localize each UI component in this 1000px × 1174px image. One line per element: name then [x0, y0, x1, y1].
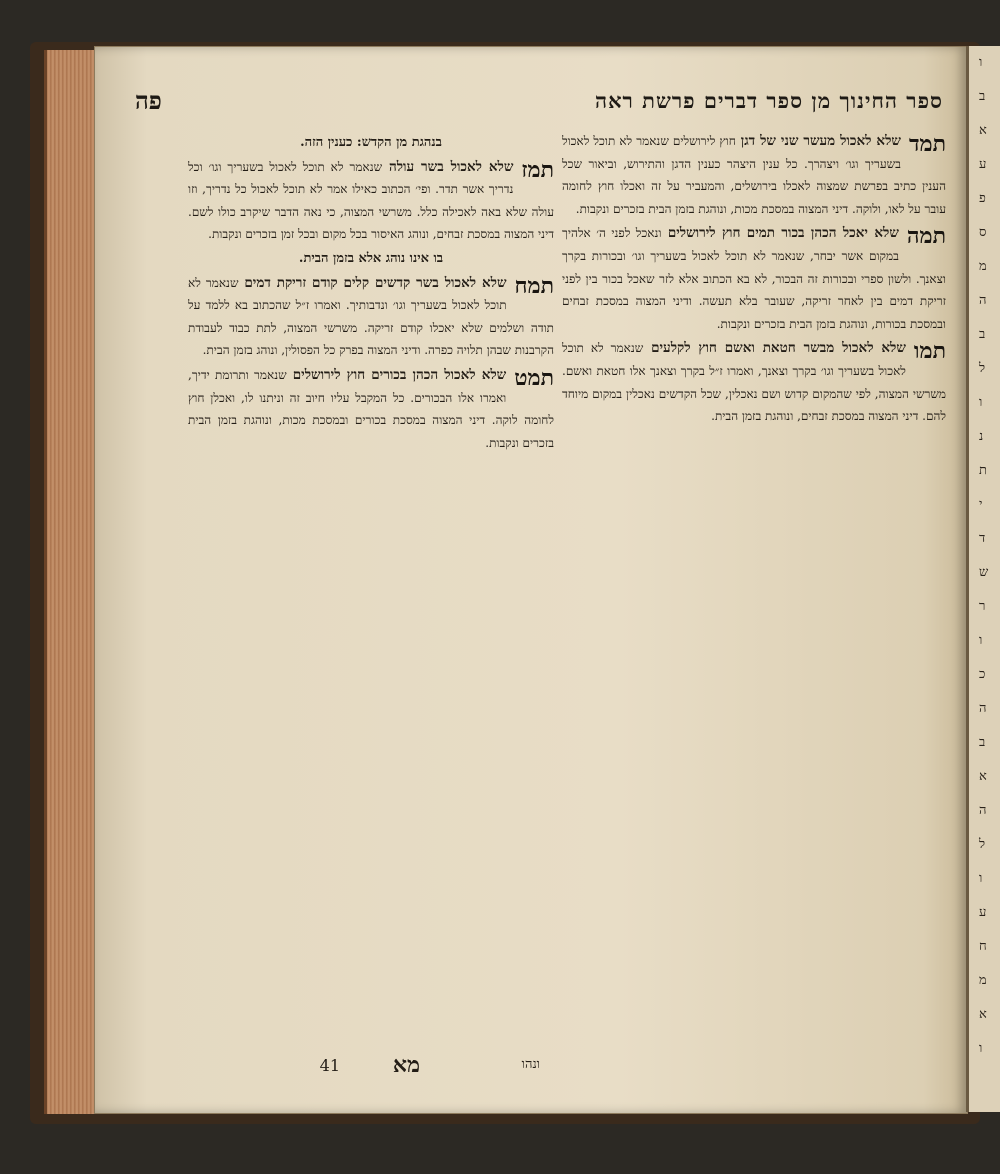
facing-page-letter: ו — [979, 55, 983, 70]
facing-page-letter: ע — [979, 905, 987, 920]
facing-page-letter: כ — [979, 667, 986, 682]
commandment-number: תמט — [514, 364, 554, 391]
facing-page-letter: מ — [979, 259, 987, 274]
facing-page-letter: א — [979, 123, 987, 138]
commandment-headline: שלא לאכול בשר עולה — [382, 158, 514, 175]
facing-page-letter: ע — [979, 157, 987, 172]
commandment-headline: שלא יאכל הכהן בכור תמים חוץ לירושלים — [661, 225, 899, 242]
facing-page-letter: ד — [979, 531, 986, 546]
facing-page-letter: י — [979, 497, 983, 512]
left-text-column — [188, 130, 554, 1050]
facing-page-letter: ו — [979, 1041, 983, 1056]
facing-page-letter: ח — [979, 939, 987, 954]
facing-page-letter: נ — [979, 429, 984, 444]
commandment-body: ונאכל לפני ה׳ אלהיך במקום אשר יבחר, שנאמר לא תוכל לאכול בשעריך וגו׳ ובכורות בקרך וצאנך. ולשון ספרי ובכורות זה הבכור, לא בא הכתוב אלא לזר שאכל בכור בין לפני זריקת דמים בין לאחר זריקה, שעובר בלא תעשה. ודיני המצוה במסכת זבחים ובמסכת בכורות, ונוהגת בזמן הבית בזכרים ונקבות. — [562, 226, 946, 331]
commandment-number: תמז — [521, 156, 554, 183]
page-number: פה — [135, 86, 162, 115]
catchword: ונהו — [521, 1057, 540, 1072]
commandment-headline: שלא לאכול מבשר חטאת ואשם חוץ לקלעים — [643, 340, 906, 357]
commandment-section — [188, 132, 554, 154]
commandment-headline: שלא לאכול מעשר שני של דגן — [735, 133, 901, 149]
facing-page-letter: ס — [979, 225, 987, 240]
commandment-number: תמח — [514, 272, 554, 299]
commandment-section — [188, 364, 554, 454]
page-footer — [210, 1052, 540, 1086]
facing-page-letter: א — [979, 769, 987, 784]
facing-page-letter: ו — [979, 633, 983, 648]
commandment-number: תמו — [913, 338, 946, 365]
commandment-number: תמד — [908, 131, 946, 157]
facing-page-letter: ת — [979, 463, 987, 478]
facing-page-letter: ב — [979, 735, 986, 750]
book-fore-edge — [44, 50, 99, 1114]
facing-page-letter: א — [979, 1007, 987, 1022]
commandment-body: שנאמר לא תוכל לאכול בשעריך וגו׳ בקרך וצאנך, ואמרו ז״ל בקרך וצאנך אלו חטאת ואשם. משרשי המצוה, לפי שהמקום קדוש ושם נאכלין, שכל הקדשים נאכלין במקום מיוחד להם. דיני המצוה במסכת זבחים, ונוהגת בזמן הבית. — [562, 341, 946, 424]
right-text-column — [562, 130, 946, 1050]
facing-page-letter: ל — [979, 361, 986, 376]
section-note: בו אינו נוהג אלא בזמן הבית. — [298, 250, 444, 266]
facing-page-letter: ה — [979, 803, 987, 818]
commandment-body: שנאמר לא תוכל לאכול בשעריך וגו׳ ונדבותיך. ואמרו ז״ל שהכתוב בא ללמד על תודה ושלמים שלא יאכלו קודם זריקה. משרשי המצוה, לתת כבוד לעבודת הקרבנות שבהן תלויה כפרה. ודיני המצוה בפרק כל הפסולין, ונוהג בזמן הבית. — [188, 275, 554, 358]
facing-page-letter: ש — [979, 565, 989, 580]
facing-page-letter: ל — [979, 837, 986, 852]
facing-page-letter: מ — [979, 973, 987, 988]
facing-page-letter: פ — [979, 191, 986, 206]
facing-page-letter: ב — [979, 89, 986, 104]
commandment-section — [188, 156, 554, 246]
commandment-body: שנאמר ותרומת ידיך, ואמרו אלו הבכורים. כל המקבל עליו חיוב זה וניתנו לו, ואכלן חוץ לחומה לוקה. דיני המצוה במסכת בכורים ובמסכת מכות, ונוהגת בזמן הבית בזכרים ונקבות. — [188, 367, 554, 450]
commandment-section — [562, 130, 946, 220]
folio-number: 41 — [319, 1056, 340, 1075]
commandment-section — [562, 337, 946, 427]
facing-page-letter: ר — [979, 599, 986, 614]
facing-page-letter: ו — [979, 395, 983, 410]
facing-page-letter: ה — [979, 701, 987, 716]
facing-page-letter: ב — [979, 327, 986, 342]
page-header — [135, 84, 943, 120]
signature-mark: מא — [392, 1052, 420, 1078]
commandment-body: שנאמר לא תוכל לאכול בשעריך וגו׳ וכל נדריך אשר תדר. ופי׳ הכתוב כאילו אמר לא תוכל לאכול כל נדריך, וזו עולה שלא באה לאכילה כלל. משרשי המצוה, כי נאה הדבר שיקרב כולו לשם. דיני המצוה במסכת זבחים, ונוהג האיסור בכל מקום ובכל זמן בזכרים ונקבות. — [188, 159, 554, 242]
commandment-section — [188, 272, 554, 362]
running-title: ספר החינוך מן ספר דברים פרשת ראה — [594, 88, 943, 113]
commandment-number: תמה — [906, 223, 946, 250]
facing-page-edge — [966, 46, 1000, 1112]
section-note: בנהגת מן הקדש: כענין הזה. — [300, 135, 442, 150]
commandment-headline: שלא לאכול בשר קדשים קלים קודם זריקת דמים — [238, 274, 507, 291]
facing-page-letter: ה — [979, 293, 987, 308]
commandment-section — [562, 222, 946, 335]
commandment-body: חוץ לירושלים שנאמר לא תוכל לאכול בשעריך וגו׳ ויצהרך. כל ענין היצהר כענין הדגן והתירוש, וביאור שכל הענין כתיב בפרשת שמצוה לאכלו בירושלים, והמעביר על זה ואכלו חוץ לחומה עובר על לאו, ולוקה. דיני המצוה במסכת מכות, ונוהגת בזמן הבית בזכרים ונקבות. — [562, 134, 946, 216]
commandment-headline: שלא לאכול הכהן בכורים חוץ לירושלים — [286, 366, 507, 383]
facing-page-letter: ו — [979, 871, 983, 886]
commandment-section — [188, 248, 554, 270]
